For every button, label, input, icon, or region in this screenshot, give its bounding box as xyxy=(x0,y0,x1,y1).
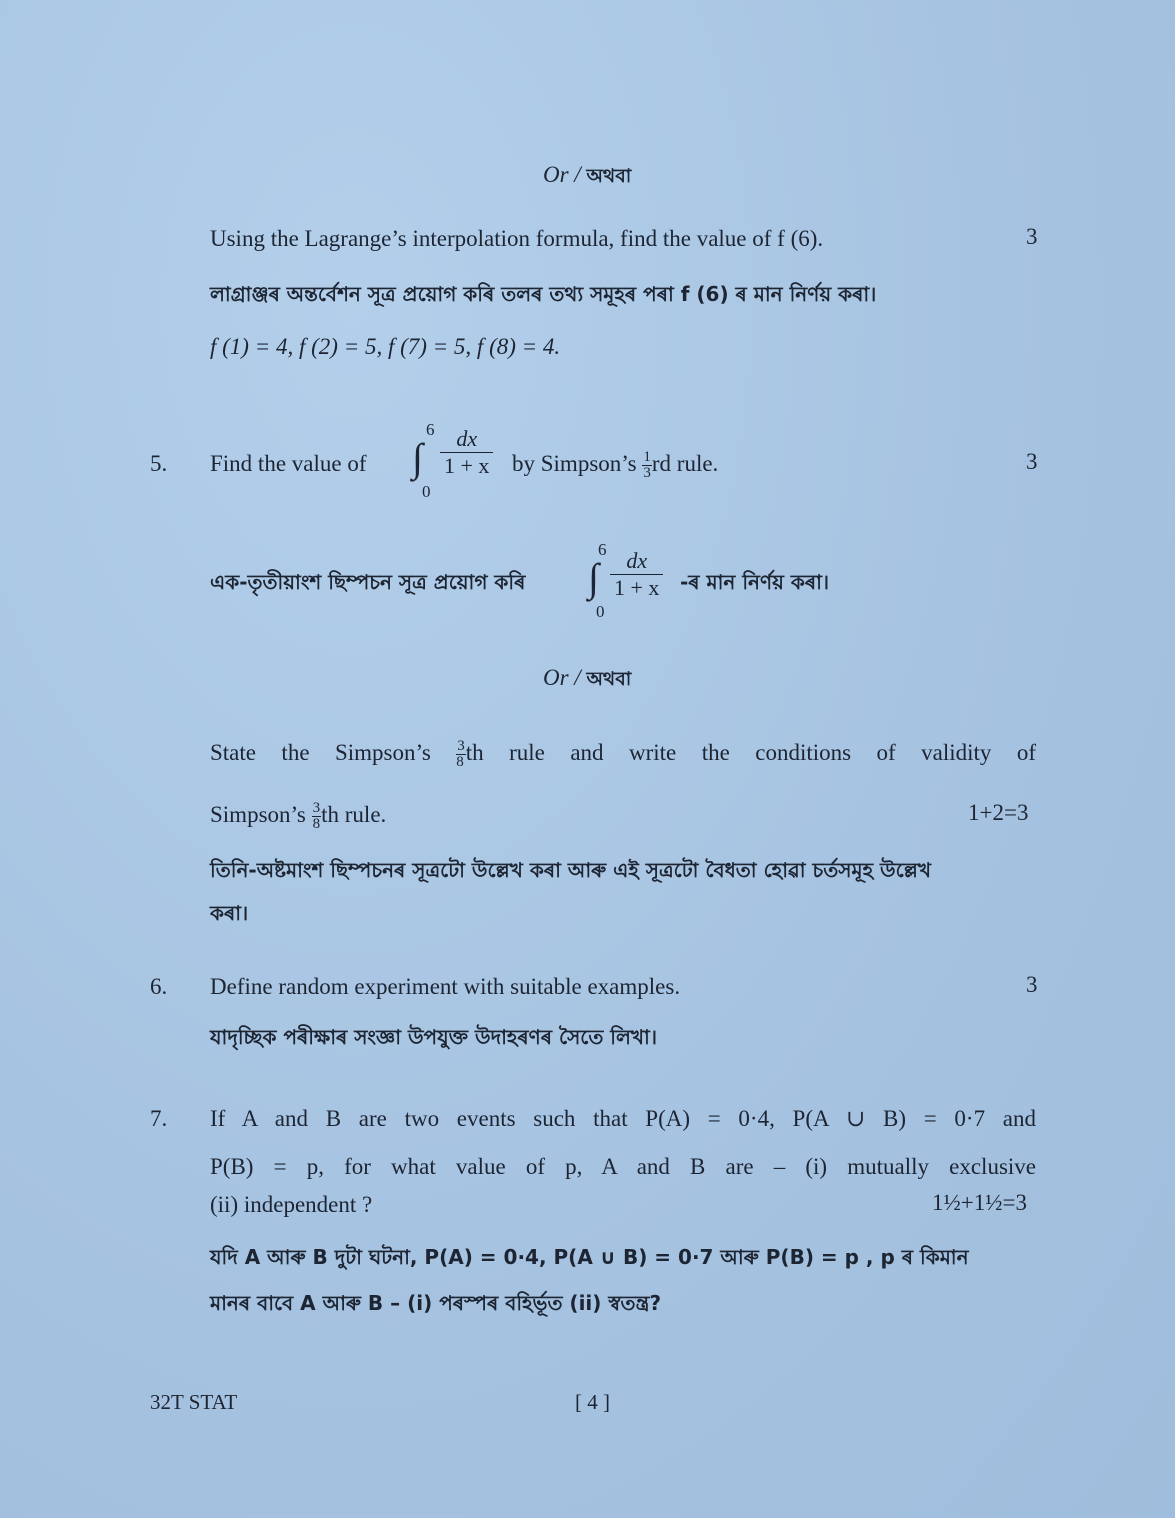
q5-alt-line2: Simpson’s $\frac{3}{8}$ th rule. xyxy=(210,800,387,833)
integral-lower: 0 xyxy=(422,482,431,501)
or-separator: Or / অথবা xyxy=(543,162,632,187)
q4-alt-assamese: লাগ্ৰাঞ্জৰ অন্তৰ্বেশন সূত্ৰ প্ৰয়োগ কৰি তলৰ তথ্য সমূহৰ পৰা f (6) ৰ মান নিৰ্ণয় কৰা। xyxy=(210,282,877,306)
three-eighths-fraction: $\frac{3}{8}$ xyxy=(312,800,321,833)
integral-upper: 6 xyxy=(598,540,607,559)
integral-lower: 0 xyxy=(596,602,605,621)
q5-assamese-integral xyxy=(590,540,690,620)
q5-assamese-prefix: এক-তৃতীয়াংশ ছিম্পচন সূত্ৰ প্ৰয়োগ কৰি xyxy=(210,570,526,594)
q7-line1: If A and B are two events such that P(A) = 0·4, P(A ∪ B) = 0·7 and xyxy=(210,1106,1036,1131)
q6-english: Define random experiment with suitable examples. xyxy=(210,974,681,999)
or-separator: Or / অথবা xyxy=(543,665,632,690)
q5-integral xyxy=(412,420,512,500)
q5-marks: 3 xyxy=(1026,449,1038,474)
q5-number: 5. xyxy=(150,451,168,476)
one-third-fraction: $\frac{1}{3}$ xyxy=(643,449,651,482)
q5-middle: by Simpson’s $\frac{1}{3}$ rd rule. xyxy=(512,449,719,482)
integral-fraction: $\frac{dx}{1 + x}$ xyxy=(610,548,663,601)
q5-alt-assamese-line2: কৰা। xyxy=(210,901,249,925)
q5-alt-marks: 1+2=3 xyxy=(968,800,1029,825)
q7-line3: (ii) independent ? xyxy=(210,1192,373,1217)
q7-marks: 1½+1½=3 xyxy=(932,1190,1027,1215)
page-number: [ 4 ] xyxy=(575,1390,610,1414)
integral-sign: ∫ xyxy=(412,435,423,480)
q7-number: 7. xyxy=(150,1106,168,1131)
integral-sign: ∫ xyxy=(588,555,599,600)
integral-fraction: $\frac{dx}{1 + x}$ xyxy=(440,426,493,479)
q7-assamese-line2: মানৰ বাবে A আৰু B – (i) পৰস্পৰ বহিৰ্ভূত (ii) স্বতন্ত্ৰ? xyxy=(210,1291,662,1315)
q7-line2: P(B) = p, for what value of p, A and B are – (i) mutually exclusive xyxy=(210,1154,1036,1179)
paper-code: 32T STAT xyxy=(150,1390,238,1414)
three-eighths-fraction: $\frac{3}{8}$ xyxy=(456,738,465,771)
q7-assamese-line1: যদি A আৰু B দুটা ঘটনা, P(A) = 0·4, P(A ∪ B) = 0·7 আৰু P(B) = p , p ৰ কিমান xyxy=(210,1245,969,1269)
q4-alt-marks: 3 xyxy=(1026,224,1038,249)
q6-number: 6. xyxy=(150,974,168,999)
q4-alt-data: f (1) = 4, f (2) = 5, f (7) = 5, f (8) = 4. xyxy=(210,334,561,359)
integral-upper: 6 xyxy=(426,420,435,439)
q5-prefix: Find the value of xyxy=(210,451,367,476)
q6-marks: 3 xyxy=(1026,972,1038,997)
q6-assamese: যাদৃচ্ছিক পৰীক্ষাৰ সংজ্ঞা উপযুক্ত উদাহৰণৰ সৈতে লিখা। xyxy=(210,1025,658,1049)
q5-assamese-suffix: -ৰ মান নিৰ্ণয় কৰা। xyxy=(680,570,830,594)
q4-alt-english: Using the Lagrange’s interpolation formula, find the value of f (6). xyxy=(210,226,824,251)
q5-alt-line1: State the Simpson’s $\frac{3}{8}$ th rule and write the conditions of validity of xyxy=(210,738,1036,771)
q5-alt-assamese-line1: তিনি-অষ্টমাংশ ছিম্পচনৰ সূত্ৰটো উল্লেখ কৰা আৰু এই সূত্ৰটো বৈধতা হোৱা চৰ্তসমূহ উল্লেখ xyxy=(210,858,932,882)
